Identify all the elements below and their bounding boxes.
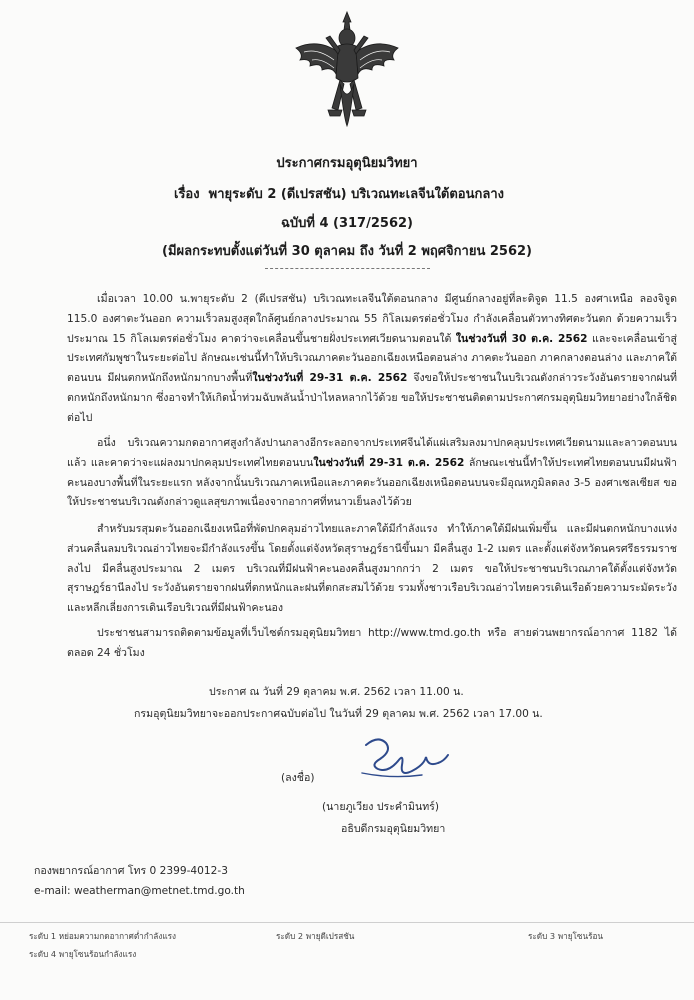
paragraph-contact-info: ประชาชนสามารถติดตามข้อมูลที่เว็บไซต์กรมอุตุนิยมวิทยา http://www.tmd.go.th หรือ สายด่วนพยากรณ์อากาศ 1182 ได้ตลอด 24 ชั่วโมง xyxy=(67,627,677,659)
legend-level-4: ระดับ 4 พายุโซนร้อนกำลังแรง xyxy=(29,949,137,959)
emphasis-date: ในช่วงวันที่ 29-31 ต.ค. 2562 xyxy=(313,456,465,469)
next-announcement: กรมอุตุนิยมวิทยาจะออกประกาศฉบับต่อไป ในวันที่ 29 ตุลาคม พ.ศ. 2562 เวลา 17.00 น. xyxy=(134,708,543,720)
subject-text: พายุระดับ 2 (ดีเปรสชัน) บริเวณทะเลจีนใต้ตอนกลาง xyxy=(208,187,504,202)
paragraph-monsoon: สำหรับมรสุมตะวันออกเฉียงเหนือที่พัดปกคลุมอ่าวไทยและภาคใต้มีกำลังแรง ทำให้ภาคใต้มีฝนเพิ่มขึ้น และมีฝนตกหนักบางแห่ง ส่วนคลื่นลมบริเวณอ่าวไทยจะมีกำลังแรงขึ้น โดยตั้งแต่จังหวัดสุราษฎร์ธานีขึ้นมา มีคลื่นสูง 1-2 เมตร และตั้งแต่จังหวัดนครศรีธรรมราชลงไป มีคลื่นสูงประมาณ 2 เมตร บริเวณที่มีฝนฟ้าคะนองคลื่นสูงมากกว่า 2 เมตร ขอให้ประชาชนบริเวณภาคใต้ตั้งแต่จังหวัดสุราษฎร์ธานีลงไป ระวังอันตรายจากฝนที่ตกหนักและฝนที่ตกสะสมไว้ด้วย รวมทั้งชาวเรือบริเวณอ่าวไทยควรเดินเรือด้วยความระมัดระวัง และหลีกเลี่ยงการเดินเรือบริเวณที่มีฝนฟ้าคะนอง xyxy=(67,523,677,615)
legend-level-3: ระดับ 3 พายุโซนร้อน xyxy=(528,931,603,941)
emphasis-date: ในช่วงวันที่ 29-31 ต.ค. 2562 xyxy=(252,372,408,385)
footer-divider xyxy=(0,922,694,923)
subject-label: เรื่อง xyxy=(174,187,200,202)
effective-period: (มีผลกระทบตั้งแต่วันที่ 30 ตุลาคม ถึง วันที่ 2 พฤศจิกายน 2562) xyxy=(162,244,532,259)
announce-date: ประกาศ ณ วันที่ 29 ตุลาคม พ.ศ. 2562 เวลา 11.00 น. xyxy=(209,686,464,698)
signatory-position: อธิบดีกรมอุตุนิยมวิทยา xyxy=(341,823,446,835)
garuda-emblem xyxy=(288,8,406,138)
emphasis-date: ในช่วงวันที่ 30 ต.ค. 2562 xyxy=(455,332,588,345)
paragraph-high-pressure: อนึ่ง บริเวณความกดอากาศสูงกำลังปานกลางอีกระลอกจากประเทศจีนได้แผ่เสริมลงมาปกคลุมประเทศเวียดนามและลาวตอนบนแล้ว และคาดว่าจะแผ่ลงมาปกคลุมประเทศไทยตอนบนในช่วงวันที่ 29-31 ต.ค. 2562 ลักษณะเช่นนี้ทำให้ประเทศไทยตอนบนมีฝนฟ้าคะนองบางพื้นที่ในระยะแรก หลังจากนั้นบริเวณภาคเหนือและภาคตะวันออกเฉียงเหนือตอนบนจะมีอุณหภูมิลดลง 3-5 องศาเซลเซียส ขอให้ประชาชนบริเวณดังกล่าวดูแลสุขภาพเนื่องจากอากาศที่หนาวเย็นลงไว้ด้วย xyxy=(67,437,677,509)
signed-label: (ลงชื่อ) xyxy=(281,772,315,784)
legend-level-2: ระดับ 2 พายุดีเปรสชัน xyxy=(276,931,355,941)
paragraph-storm: เมื่อเวลา 10.00 น.พายุระดับ 2 (ดีเปรสชัน) บริเวณทะเลจีนใต้ตอนกลาง มีศูนย์กลางอยู่ที่ละติจูด 11.5 องศาเหนือ ลองจิจูด 115.0 องศาตะวันออก ความเร็วลมสูงสุดใกล้ศูนย์กลางประมาณ 55 กิโลเมตรต่อชั่วโมง กำลังเคลื่อนตัวทางทิศตะวันตก ด้วยความเร็วประมาณ 15 กิโลเมตรต่อชั่วโมง คาดว่าจะเคลื่อนขึ้นชายฝั่งประเทศเวียดนามตอนใต้ ในช่วงวันที่ 30 ต.ค. 2562 และจะเคลื่อนเข้าสู่ประเทศกัมพูชาในระยะต่อไป ลักษณะเช่นนี้ทำให้บริเวณภาคตะวันออกเฉียงเหนือตอนล่าง ภาคตะวันออก ภาคกลางตอนล่าง และภาคใต้ตอนบน มีฝนตกหนักถึงหนักมากบางพื้นที่ในช่วงวันที่ 29-31 ต.ค. 2562 จึงขอให้ประชาชนในบริเวณดังกล่าวระวังอันตรายจากฝนที่ตกหนักถึงหนักมาก ซึ่งอาจทำให้เกิดน้ำท่วมฉับพลันน้ำป่าไหลหลากไว้ด้วย ขอให้ประชาชนติดตามประกาศกรมอุตุนิยมวิทยาอย่างใกล้ชิดต่อไป xyxy=(67,293,677,424)
contact-email: e-mail: weatherman@metnet.tmd.go.th xyxy=(34,885,245,897)
document-title: ประกาศกรมอุตุนิยมวิทยา xyxy=(276,156,418,171)
title-divider xyxy=(265,268,430,269)
contact-division: กองพยากรณ์อากาศ โทร 0 2399-4012-3 xyxy=(34,865,228,877)
legend-level-1: ระดับ 1 หย่อมความกดอากาศต่ำกำลังแรง xyxy=(29,931,176,941)
signatory-name: (นายภูเวียง ประคำมินทร์) xyxy=(322,801,440,813)
subject-line xyxy=(174,183,504,204)
issue-number: ฉบับที่ 4 (317/2562) xyxy=(281,216,413,231)
signature-image xyxy=(352,733,452,783)
